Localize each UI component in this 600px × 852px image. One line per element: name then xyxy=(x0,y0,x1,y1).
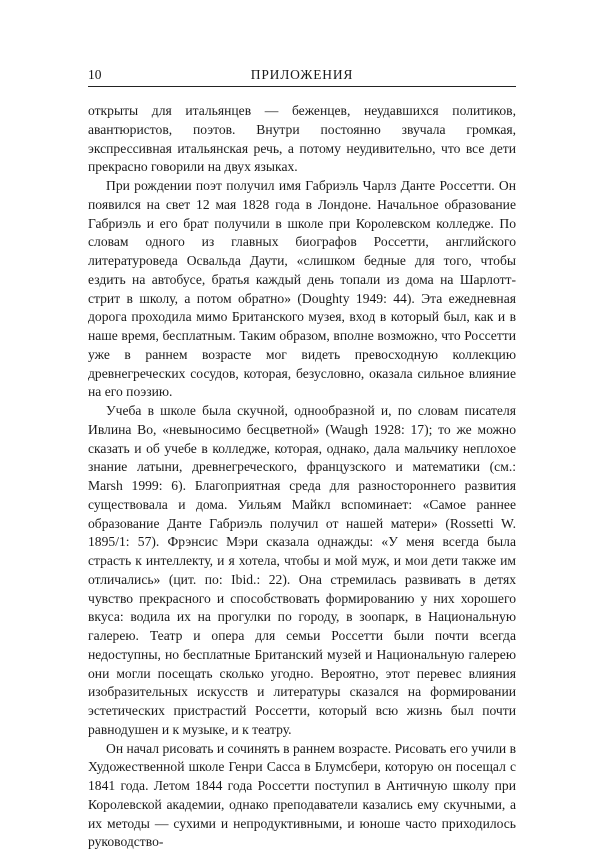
running-head: ПРИЛОЖЕНИЯ xyxy=(88,67,516,83)
body-text xyxy=(88,102,516,852)
page-number: 10 xyxy=(88,67,102,83)
paragraph-drawing: Он начал рисовать и сочинять в раннем возрасте. Рисовать его учили в Художественной школе Генри Сасса в Блумсбери, которую он посещал с 1841 года. Летом 1844 года Россетти поступил в Античную школу при Королевской академии, однако преподаватели казались ему скучными, а их методы — сухими и непродуктивными, и юноше часто приходилось руководство- xyxy=(88,740,516,852)
book-page xyxy=(88,64,516,852)
paragraph-continued: открыты для итальянцев — беженцев, неудавшихся политиков, авантюристов, поэтов. Внутри постоянно звучала громкая, экспрессивная итальянская речь, а потому неудивительно, что все дети прекрасно говорили на двух языках. xyxy=(88,102,516,177)
paragraph-birth: При рождении поэт получил имя Габриэль Чарлз Данте Россетти. Он появился на свет 12 мая 1828 года в Лондоне. Начальное образование Габриэль и его брат получили в школе при Королевском колледже. По словам одного из главных биографов Россетти, английского литературоведа Освальда Даути, «слишком бедные для того, чтобы ездить на автобусе, братья каждый день топали из дома на Шарлотт-стрит в школу, а потом обратно» (Doughty 1949: 44). Эта ежедневная дорога проходила мимо Британского музея, вход в который был, как и в наше время, бесплатным. Таким образом, вполне возможно, что Россетти уже в раннем возрасте мог видеть превосходную коллекцию древнегреческих сосудов, которая, безусловно, оказала сильное влияние на его поэзию. xyxy=(88,177,516,402)
page-header xyxy=(88,64,516,87)
paragraph-education: Учеба в школе была скучной, однообразной и, по словам писателя Ивлина Во, «невыносимо бесцветной» (Waugh 1928: 17); то же можно сказать и об учебе в колледже, которая, однако, дала мальчику неплохое знание латыни, древнегреческого, французского и математики (см.: Marsh 1999: 6). Благоприятная среда для разностороннего развития существовала и дома. Уильям Майкл вспоминает: «Самое раннее образование Данте Габриэль получил от нашей матери» (Rossetti W. 1895/1: 57). Фрэнсис Мэри сказала однажды: «У меня всегда была страсть к интеллекту, и я хотела, чтобы и мой муж, и мои дети также им отличались» (цит. по: Ibid.: 22). Она стремилась развивать в детях чувство прекрасного и способствовать формированию у них хорошего вкуса: водила их на прогулки по городу, в зоопарк, в Национальную галерею. Театр и опера для семьи Россетти были почти всегда недоступны, но бесплатные Британский музей и Национальную галерею они могли посещать сколько угодно. Вероятно, этот перевес влияния изобразительных искусств и литературы сказался на формировании эстетических пристрастий Россетти, который всю жизнь был почти равнодушен и к музыке, и к театру. xyxy=(88,402,516,740)
